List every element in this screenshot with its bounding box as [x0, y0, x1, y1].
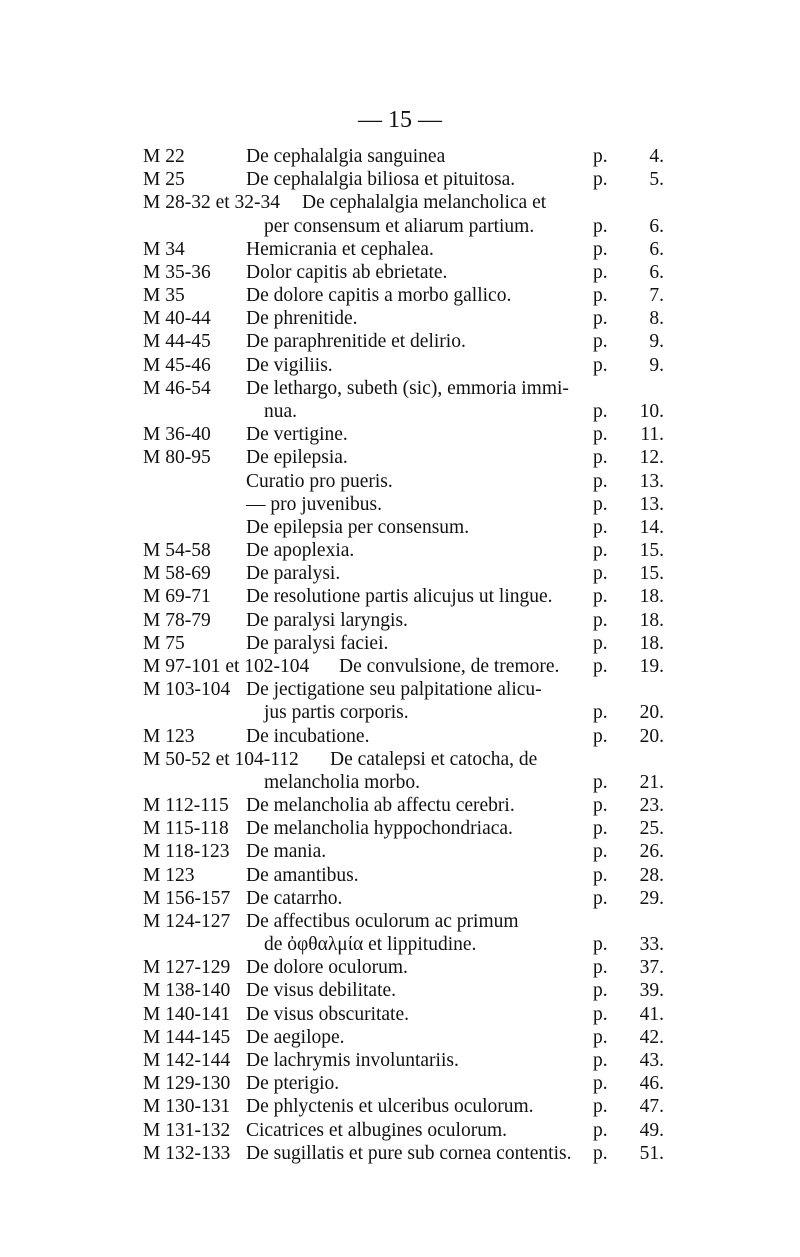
- entry-page-number: 23.: [639, 795, 664, 817]
- entry-code: M 22: [143, 146, 185, 167]
- entry-code: M 28-32 et 32-34: [143, 192, 281, 214]
- entry-page-prefix: p.: [593, 146, 608, 167]
- toc-entry: [0, 330, 800, 354]
- entry-title: De vertigine.: [246, 424, 348, 446]
- entry-page-number: 4.: [649, 146, 664, 167]
- entry-code: M 123: [143, 864, 195, 886]
- entry-page-number: 39.: [639, 980, 664, 1002]
- entry-title: De visus debilitate.: [246, 980, 397, 1002]
- entry-code: M 132-133: [143, 1142, 231, 1164]
- entry-title: De affectibus oculorum ac primum: [246, 910, 519, 932]
- entry-code: M 112-115: [143, 795, 229, 817]
- entry-title: De paralysi faciei.: [246, 632, 389, 654]
- entry-code: M 78-79: [143, 609, 211, 631]
- entry-code: M 144-145: [143, 1026, 231, 1048]
- toc-entry-continuation: [0, 400, 800, 424]
- entry-code: M 46-54: [143, 377, 211, 399]
- entry-title: De phlyctenis et ulceribus oculorum.: [246, 1096, 534, 1118]
- entry-page-number: 9.: [649, 331, 664, 353]
- entry-code: M 124-127: [143, 910, 231, 932]
- toc-entry: [0, 168, 800, 192]
- entry-code: M 50-52 et 104-112: [143, 748, 299, 770]
- toc-entry: [0, 493, 800, 517]
- entry-code: M 115-118: [143, 818, 229, 840]
- toc-entry: [0, 956, 800, 980]
- entry-code: M 156-157: [143, 887, 231, 909]
- entry-page-number: 46.: [639, 1073, 664, 1095]
- entry-code: M 54-58: [143, 540, 211, 562]
- entry-page-number: 37.: [639, 957, 664, 979]
- entry-page-prefix: p.: [593, 1026, 608, 1048]
- entry-page-prefix: p.: [593, 887, 608, 909]
- entry-page-number: 42.: [639, 1026, 664, 1048]
- entry-page-number: 13.: [639, 493, 664, 515]
- entry-title: De epilepsia.: [246, 447, 348, 469]
- entry-page-prefix: p.: [593, 841, 608, 863]
- entry-page-prefix: p.: [593, 563, 608, 585]
- entry-page-number: 26.: [639, 841, 664, 863]
- entry-page-prefix: p.: [593, 261, 608, 283]
- entry-code: M 40-44: [143, 308, 211, 330]
- entry-page-prefix: p.: [593, 447, 608, 469]
- entry-title: De paralysi laryngis.: [246, 609, 408, 631]
- entry-title: De cephalalgia biliosa et pituitosa.: [246, 169, 516, 191]
- entry-title: De aegilope.: [246, 1026, 345, 1048]
- toc-entry: [0, 562, 800, 586]
- entry-page-prefix: p.: [593, 331, 608, 353]
- entry-title: De mania.: [246, 841, 327, 863]
- entry-page-number: 33.: [639, 934, 664, 956]
- toc-entry: [0, 609, 800, 633]
- entry-page-number: 25.: [639, 818, 664, 840]
- entry-page-prefix: p.: [593, 540, 608, 562]
- entry-page-number: 8.: [649, 308, 664, 330]
- entry-code: M 35-36: [143, 261, 211, 283]
- toc-entry: [0, 1003, 800, 1027]
- toc-entry: [0, 539, 800, 563]
- entry-page-prefix: p.: [593, 609, 608, 631]
- entry-title: De phrenitide.: [246, 308, 358, 330]
- entry-title: De visus obscuritate.: [246, 1003, 410, 1025]
- toc-entry: [0, 307, 800, 331]
- toc-entry: [0, 191, 800, 215]
- toc-entry: [0, 377, 800, 401]
- entry-page-number: 6.: [649, 215, 664, 237]
- entry-title: De lethargo, subeth (sic), emmoria immi-: [246, 377, 569, 399]
- entry-page-prefix: p.: [593, 980, 608, 1002]
- entry-page-prefix: p.: [593, 818, 608, 840]
- toc-entry: [0, 655, 800, 679]
- page-number: — 15 —: [358, 107, 442, 133]
- entry-title: Dolor capitis ab ebrietate.: [246, 261, 448, 283]
- toc-entry: [0, 284, 800, 308]
- entry-code: M 45-46: [143, 354, 211, 376]
- entry-page-number: 5.: [649, 169, 664, 191]
- entry-page-number: 47.: [639, 1096, 664, 1118]
- entry-code: M 142-144: [143, 1050, 231, 1072]
- toc-entry: [0, 1119, 800, 1143]
- entry-page-number: 6.: [649, 238, 664, 260]
- toc-entry: [0, 1072, 800, 1096]
- toc-entry: [0, 423, 800, 447]
- toc-entry: [0, 516, 800, 540]
- entry-page-prefix: p.: [593, 424, 608, 446]
- entry-code: M 25: [143, 169, 185, 191]
- entry-code: M 69-71: [143, 586, 211, 608]
- toc-entry: [0, 794, 800, 818]
- entry-page-number: 14.: [639, 516, 664, 538]
- entry-title: De melancholia ab affectu cerebri.: [246, 795, 515, 817]
- toc-entry-continuation: [0, 215, 800, 239]
- toc-entry: [0, 678, 800, 702]
- entry-title: De amantibus.: [246, 864, 359, 886]
- entry-page-prefix: p.: [593, 632, 608, 654]
- entry-page-prefix: p.: [593, 655, 608, 677]
- toc-entry: [0, 632, 800, 656]
- entry-page-prefix: p.: [593, 702, 608, 724]
- toc-entry: [0, 979, 800, 1003]
- entry-page-number: 20.: [639, 725, 664, 747]
- entry-code: M 97-101 et 102-104: [143, 655, 310, 677]
- entry-page-prefix: p.: [593, 957, 608, 979]
- toc-entry: [0, 145, 800, 169]
- toc-entry-continuation: [0, 933, 800, 957]
- entry-code: M 34: [143, 238, 185, 260]
- toc-entry: [0, 1026, 800, 1050]
- entry-title-continuation: nua.: [264, 400, 298, 422]
- entry-title: De resolutione partis alicujus ut lingue.: [246, 586, 553, 608]
- toc-entry: [0, 887, 800, 911]
- entry-page-prefix: p.: [593, 586, 608, 608]
- toc-entry: [0, 1142, 800, 1166]
- entry-page-prefix: p.: [593, 1119, 608, 1141]
- toc-entry: [0, 470, 800, 494]
- entry-page-number: 21.: [639, 771, 664, 793]
- entry-title-continuation: per consensum et aliarum partium.: [264, 215, 535, 237]
- entry-title: De dolore capitis a morbo gallico.: [246, 285, 512, 307]
- entry-page-number: 9.: [649, 354, 664, 376]
- entry-code: M 127-129: [143, 957, 231, 979]
- entry-code: M 130-131: [143, 1096, 231, 1118]
- entry-page-prefix: p.: [593, 354, 608, 376]
- entry-page-number: 28.: [639, 864, 664, 886]
- entry-code: M 103-104: [143, 679, 231, 701]
- entry-code: M 35: [143, 285, 185, 307]
- entry-page-prefix: p.: [593, 934, 608, 956]
- entry-page-number: 7.: [649, 285, 664, 307]
- toc-entry: [0, 864, 800, 888]
- entry-page-prefix: p.: [593, 516, 608, 538]
- toc-entry: [0, 446, 800, 470]
- entry-title: De vigiliis.: [246, 354, 333, 376]
- entry-title: — pro juvenibus.: [246, 493, 382, 515]
- entry-page-number: 15.: [639, 563, 664, 585]
- entry-title: De convulsione, de tremore.: [339, 655, 560, 677]
- entry-title: De pterigio.: [246, 1073, 340, 1095]
- toc-entry: [0, 585, 800, 609]
- entry-title-continuation: de ὀφθαλμία et lippitudine.: [264, 934, 477, 956]
- entry-title: De paraphrenitide et delirio.: [246, 331, 466, 353]
- entry-code: M 80-95: [143, 447, 211, 469]
- entry-page-prefix: p.: [593, 864, 608, 886]
- entry-code: M 129-130: [143, 1073, 231, 1095]
- entry-title: De epilepsia per consensum.: [246, 516, 470, 538]
- entry-page-prefix: p.: [593, 169, 608, 191]
- entry-title: Hemicrania et cephalea.: [246, 238, 434, 260]
- entry-page-prefix: p.: [593, 795, 608, 817]
- entry-page-number: 18.: [639, 609, 664, 631]
- entry-page-number: 6.: [649, 261, 664, 283]
- entry-title-continuation: jus partis corporis.: [264, 702, 409, 724]
- entry-page-number: 51.: [639, 1142, 664, 1164]
- entry-title: De melancholia hyppochondriaca.: [246, 818, 513, 840]
- entry-page-prefix: p.: [593, 470, 608, 492]
- toc-entry-continuation: [0, 771, 800, 795]
- entry-title: De jectigatione seu palpitatione alicu-: [246, 679, 542, 701]
- entry-page-number: 20.: [639, 702, 664, 724]
- entry-code: M 44-45: [143, 331, 211, 353]
- entry-page-prefix: p.: [593, 215, 608, 237]
- entry-title: De catarrho.: [246, 887, 343, 909]
- toc-entry: [0, 354, 800, 378]
- entry-page-prefix: p.: [593, 308, 608, 330]
- entry-page-prefix: p.: [593, 285, 608, 307]
- entry-title: Cicatrices et albugines oculorum.: [246, 1119, 508, 1141]
- toc-entry: [0, 817, 800, 841]
- toc-entry: [0, 725, 800, 749]
- toc-entry: [0, 910, 800, 934]
- entry-page-prefix: p.: [593, 400, 608, 422]
- entry-code: M 131-132: [143, 1119, 231, 1141]
- entry-page-number: 18.: [639, 586, 664, 608]
- entry-title: De sugillatis et pure sub cornea contentis.: [246, 1142, 572, 1164]
- entry-page-number: 41.: [639, 1003, 664, 1025]
- entry-page-number: 15.: [639, 540, 664, 562]
- entry-title: De paralysi.: [246, 563, 341, 585]
- entry-page-number: 10.: [639, 400, 664, 422]
- entry-code: M 118-123: [143, 841, 230, 863]
- entry-title-continuation: melancholia morbo.: [264, 771, 420, 793]
- entry-page-number: 18.: [639, 632, 664, 654]
- entry-code: M 140-141: [143, 1003, 231, 1025]
- entry-page-number: 12.: [639, 447, 664, 469]
- toc-entry: [0, 1095, 800, 1119]
- toc-entry: [0, 1049, 800, 1073]
- entry-code: M 138-140: [143, 980, 231, 1002]
- entry-title: De cephalalgia melancholica et: [302, 192, 547, 214]
- entry-page-prefix: p.: [593, 1073, 608, 1095]
- entry-title: De lachrymis involuntariis.: [246, 1050, 459, 1072]
- entry-page-prefix: p.: [593, 771, 608, 793]
- entry-code: M 75: [143, 632, 185, 654]
- entry-title: Curatio pro pueris.: [246, 470, 393, 492]
- entry-page-prefix: p.: [593, 725, 608, 747]
- entry-page-number: 13.: [639, 470, 664, 492]
- entry-code: M 58-69: [143, 563, 211, 585]
- entry-page-number: 29.: [639, 887, 664, 909]
- entry-title: De incubatione.: [246, 725, 370, 747]
- entry-title: De dolore oculorum.: [246, 957, 408, 979]
- entry-page-prefix: p.: [593, 493, 608, 515]
- entry-page-number: 19.: [639, 655, 664, 677]
- entry-page-prefix: p.: [593, 1142, 608, 1164]
- entry-page-prefix: p.: [593, 1096, 608, 1118]
- entry-title: De cephalalgia sanguinea: [246, 146, 446, 167]
- toc-entry: [0, 748, 800, 772]
- entry-page-number: 49.: [639, 1119, 664, 1141]
- entry-page-prefix: p.: [593, 1050, 608, 1072]
- toc-entry: [0, 238, 800, 262]
- entry-title: De apoplexia.: [246, 540, 355, 562]
- toc-entry: [0, 261, 800, 285]
- toc-entry: [0, 840, 800, 864]
- entry-code: M 123: [143, 725, 195, 747]
- entry-page-number: 43.: [639, 1050, 664, 1072]
- entry-code: M 36-40: [143, 424, 211, 446]
- entry-page-prefix: p.: [593, 238, 608, 260]
- toc-entry-continuation: [0, 701, 800, 725]
- entry-page-number: 11.: [640, 424, 664, 446]
- entry-title: De catalepsi et catocha, de: [330, 748, 538, 770]
- entry-page-prefix: p.: [593, 1003, 608, 1025]
